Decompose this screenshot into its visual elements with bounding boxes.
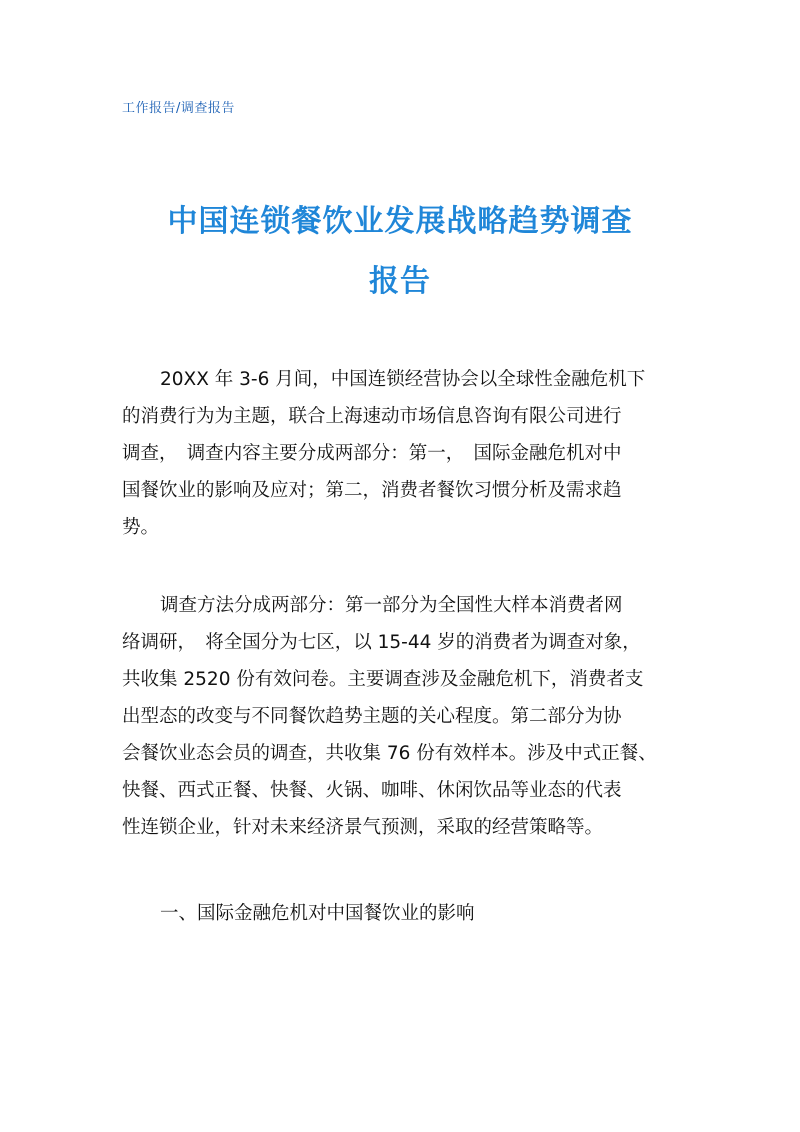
paragraph-1: [122, 361, 682, 546]
paragraph-line: 国餐饮业的影响及应对；第二，消费者餐饮习惯分析及需求趋: [122, 480, 622, 501]
paragraph-2: [122, 587, 682, 846]
paragraph-line: 会餐饮业态会员的调查，共收集 76 份有效样本。涉及中式正餐、: [122, 743, 657, 764]
paragraph-line: 共收集 2520 份有效问卷。主要调查涉及金融危机下，消费者支: [122, 669, 644, 690]
paragraph-line: 20XX 年 3-6 月间，中国连锁经营协会以全球性金融危机下: [160, 369, 646, 390]
paragraph-line: 势。: [122, 517, 160, 538]
paragraph-line: 快餐、西式正餐、快餐、火锅、咖啡、休闲饮品等业态的代表: [122, 780, 622, 801]
breadcrumb: 工作报告/调查报告: [122, 101, 235, 116]
section-heading-text: 一、国际金融危机对中国餐饮业的影响: [160, 903, 475, 924]
paragraph-line: 络调研， 将全国分为七区，以 15-44 岁的消费者为调查对象，: [122, 632, 641, 653]
paragraph-line: 调查方法分成两部分：第一部分为全国性大样本消费者网: [160, 595, 623, 616]
paragraph-line: 调查， 调查内容主要分成两部分：第一， 国际金融危机对中: [122, 443, 622, 464]
paragraph-line: 性连锁企业，针对未来经济景气预测，采取的经营策略等。: [122, 817, 604, 838]
page-title-line-1: 中国连锁餐饮业发展战略趋势调查: [167, 204, 633, 239]
page-title-line-2: 报告: [369, 264, 431, 299]
paragraph-line: 的消费行为为主题，联合上海速动市场信息咨询有限公司进行: [122, 406, 622, 427]
paragraph-line: 出型态的改变与不同餐饮趋势主题的关心程度。第二部分为协: [122, 706, 622, 727]
section-heading: [122, 895, 682, 932]
